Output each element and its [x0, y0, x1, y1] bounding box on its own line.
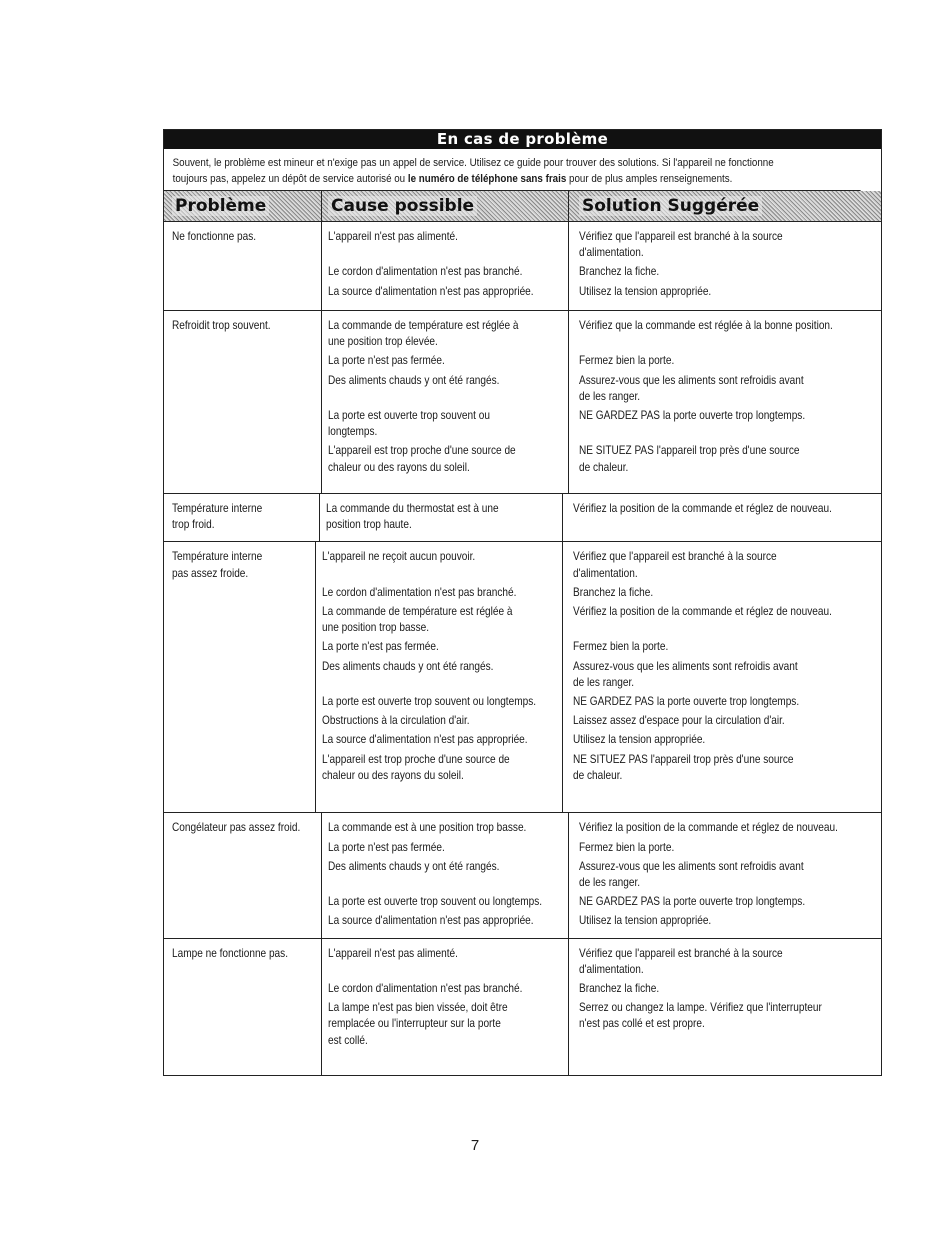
text-line: d'alimentation. [579, 961, 644, 976]
text-line: est collé. [328, 1032, 368, 1047]
probleme-cell [164, 542, 316, 812]
text-line: Température interne [172, 501, 263, 515]
cause-item [328, 945, 568, 980]
solution-item [579, 263, 881, 282]
text-line: Vérifiez la position de la commande et réglez de nouveau. [572, 501, 832, 515]
text-line: Branchez la fiche. [572, 584, 653, 599]
text-line: Des aliments chauds y ont été rangés. [321, 658, 494, 673]
text-line: Fermez bien la porte. [578, 353, 675, 368]
probleme-cell [164, 939, 322, 1075]
text-line: longtemps. [327, 424, 378, 439]
table-header-row [164, 191, 881, 222]
solution-cell [569, 311, 881, 493]
text-line: Vérifiez la position de la commande et réglez de nouveau. [579, 820, 838, 835]
table-row [164, 813, 881, 938]
cause-cell [320, 494, 563, 541]
text-line: La porte n'est pas fermée. [328, 839, 445, 854]
solution-item [573, 693, 881, 712]
cause-item [322, 658, 562, 693]
cause-item [322, 603, 562, 638]
probleme-cell [164, 494, 320, 541]
cause-item [328, 839, 568, 858]
cause-item [322, 638, 562, 657]
cause-cell [322, 813, 569, 937]
text-line: Vérifiez que la commande est réglée à la bonne position. [578, 318, 833, 332]
text-line: La commande de température est réglée à [327, 318, 519, 332]
solution-item [573, 548, 881, 583]
page-number: 7 [470, 1137, 480, 1154]
probleme-cell [164, 311, 322, 493]
solution-item [573, 638, 881, 657]
intro-line-1: Souvent, le problème est mineur et n'exige pas un appel de service. Utilisez ce guide pour trouver des solutions. Si l'appareil ne fonctionne [172, 157, 774, 169]
text-line: Assurez-vous que les aliments sont refroidis avant [579, 858, 804, 873]
cause-item [328, 372, 568, 407]
text-line: NE GARDEZ PAS la porte ouverte trop longtemps. [579, 894, 806, 909]
solution-item [579, 858, 887, 893]
solution-item [573, 658, 881, 693]
solution-item [579, 839, 887, 858]
text-line: pas assez froide. [172, 565, 249, 580]
solution-item [573, 751, 881, 786]
text-line: NE GARDEZ PAS la porte ouverte trop longtemps. [572, 693, 799, 708]
text-line: Des aliments chauds y ont été rangés. [328, 858, 500, 873]
text-line: La lampe n'est pas bien vissée, doit être [328, 1000, 508, 1015]
cause-item [322, 693, 562, 712]
cause-item [322, 751, 562, 786]
text-line: L'appareil n'est pas alimenté. [328, 945, 458, 960]
text-line: Laissez assez d'espace pour la circulation d'air. [572, 713, 785, 728]
header-cause: Cause possible [322, 191, 569, 221]
intro-line-2: toujours pas, appelez un dépôt de service autorisé ou le numéro de téléphone sans frais pour de plus amples renseignements. [172, 172, 733, 185]
text-line: L'appareil ne reçoit aucun pouvoir. [321, 549, 476, 564]
table-body [164, 222, 881, 1075]
text-line: de les ranger. [572, 674, 634, 689]
header-solution: Solution Suggérée [569, 191, 881, 221]
cause-item [328, 283, 568, 302]
solution-cell [569, 939, 881, 1075]
cause-item [322, 712, 562, 731]
solution-item [573, 584, 881, 603]
troubleshooting-table [163, 129, 882, 1076]
text-line: Température interne [172, 549, 263, 564]
cause-item [328, 858, 568, 893]
text-line: chaleur ou des rayons du soleil. [327, 459, 470, 474]
text-line: position trop haute. [325, 517, 412, 532]
text-line: La source d'alimentation n'est pas appropriée. [321, 732, 528, 747]
table-row [164, 494, 881, 542]
header-probleme: Problème [164, 191, 322, 221]
text-line: d'alimentation. [572, 565, 638, 580]
text-line: Le cordon d'alimentation n'est pas branché. [321, 584, 517, 599]
text-line: Fermez bien la porte. [579, 839, 675, 854]
text-line: une position trop basse. [321, 620, 429, 635]
text-line: de les ranger. [578, 388, 640, 403]
text-line: L'appareil est trop proche d'une source de [327, 443, 516, 458]
text-line: Vérifiez que l'appareil est branché à la source [579, 945, 783, 960]
solution-cell [563, 494, 881, 541]
cause-item [328, 228, 568, 263]
cause-item [326, 500, 562, 535]
cause-item [328, 407, 568, 442]
solution-item [579, 999, 881, 1051]
solution-item [579, 442, 881, 477]
solution-cell [569, 813, 887, 937]
text-line: La porte est ouverte trop souvent ou [327, 407, 490, 422]
text-line: L'appareil est trop proche d'une source de [321, 751, 510, 766]
text-line: Branchez la fiche. [579, 264, 660, 279]
cause-item [322, 548, 562, 583]
cause-item [328, 442, 568, 477]
text-line: d'alimentation. [579, 245, 644, 260]
solution-item [579, 945, 881, 980]
cause-item [328, 317, 568, 352]
solution-item [579, 407, 881, 442]
table-row [164, 542, 881, 813]
cause-item [328, 263, 568, 282]
cause-item [328, 893, 568, 912]
solution-item [579, 893, 887, 912]
text-line: Obstructions à la circulation d'air. [321, 713, 470, 728]
text-line: La porte n'est pas fermée. [327, 353, 445, 368]
cause-cell [322, 222, 569, 310]
text-line: Vérifiez la position de la commande et réglez de nouveau. [572, 603, 832, 618]
text-line: Fermez bien la porte. [572, 639, 669, 654]
text-line: Ne fonctionne pas. [172, 229, 257, 243]
text-line: trop froid. [172, 517, 215, 532]
text-line: Utilisez la tension appropriée. [579, 283, 712, 298]
text-line: une position trop élevée. [327, 334, 438, 349]
solution-item [579, 352, 881, 371]
text-line: n'est pas collé et est propre. [579, 1016, 705, 1031]
section-title: En cas de problème [164, 130, 881, 149]
text-line: Branchez la fiche. [579, 980, 660, 995]
text-line: Congélateur pas assez froid. [172, 820, 301, 835]
probleme-cell [164, 813, 322, 937]
text-line: Serrez ou changez la lampe. Vérifiez que l'interrupteur [579, 1000, 822, 1015]
text-line: NE GARDEZ PAS la porte ouverte trop longtemps. [578, 407, 805, 422]
cause-cell [322, 311, 569, 493]
solution-item [579, 228, 881, 263]
text-line: La commande du thermostat est à une [325, 501, 499, 515]
text-line: La porte est ouverte trop souvent ou longtemps. [321, 693, 536, 708]
text-line: Le cordon d'alimentation n'est pas branché. [328, 980, 523, 995]
text-line: de chaleur. [578, 459, 629, 474]
text-line: La commande est à une position trop basse. [328, 820, 527, 835]
solution-item [579, 980, 881, 999]
text-line: Utilisez la tension appropriée. [572, 732, 706, 747]
solution-cell [569, 222, 881, 310]
text-line: Utilisez la tension appropriée. [579, 913, 712, 928]
text-line: Assurez-vous que les aliments sont refroidis avant [578, 372, 804, 387]
probleme-cell [164, 222, 322, 310]
text-line: NE SITUEZ PAS l'appareil trop près d'une source [578, 443, 800, 458]
solution-item [579, 912, 887, 931]
cause-item [322, 584, 562, 603]
solution-item [573, 500, 881, 535]
text-line: NE SITUEZ PAS l'appareil trop près d'une source [572, 751, 794, 766]
cause-item [328, 980, 568, 999]
text-line: Lampe ne fonctionne pas. [172, 945, 289, 960]
cause-item [328, 999, 568, 1051]
text-line: chaleur ou des rayons du soleil. [321, 767, 464, 782]
cause-item [328, 819, 568, 838]
solution-cell [563, 542, 881, 812]
table-row [164, 939, 881, 1075]
solution-item [573, 731, 881, 750]
text-line: La porte n'est pas fermée. [321, 639, 439, 654]
text-line: Le cordon d'alimentation n'est pas branché. [328, 264, 523, 279]
text-line: de chaleur. [572, 767, 623, 782]
text-line: La commande de température est réglée à [321, 603, 513, 618]
cause-item [328, 352, 568, 371]
text-line: Assurez-vous que les aliments sont refroidis avant [572, 658, 798, 673]
text-line: Des aliments chauds y ont été rangés. [327, 372, 500, 387]
cause-item [322, 731, 562, 750]
table-row [164, 222, 881, 311]
cause-item [328, 912, 568, 931]
text-line: La source d'alimentation n'est pas appropriée. [328, 913, 534, 928]
text-line: Refroidit trop souvent. [172, 318, 271, 332]
text-line: Vérifiez que l'appareil est branché à la source [572, 549, 777, 564]
toll-free-text: le numéro de téléphone sans frais [407, 172, 567, 185]
solution-item [579, 317, 881, 352]
solution-item [579, 819, 887, 838]
cause-cell [322, 939, 569, 1075]
text-line: La source d'alimentation n'est pas appropriée. [328, 283, 534, 298]
solution-item [579, 372, 881, 407]
text-line: Vérifiez que l'appareil est branché à la source [579, 229, 783, 243]
text-line: La porte est ouverte trop souvent ou longtemps. [328, 894, 543, 909]
text-line: L'appareil n'est pas alimenté. [328, 229, 458, 243]
table-row [164, 311, 881, 494]
text-line: remplacée ou l'interrupteur sur la porte [328, 1016, 501, 1031]
solution-item [573, 603, 881, 638]
intro-paragraph [164, 149, 861, 191]
solution-item [579, 283, 881, 302]
text-line: de les ranger. [579, 874, 641, 889]
cause-cell [316, 542, 563, 812]
solution-item [573, 712, 881, 731]
